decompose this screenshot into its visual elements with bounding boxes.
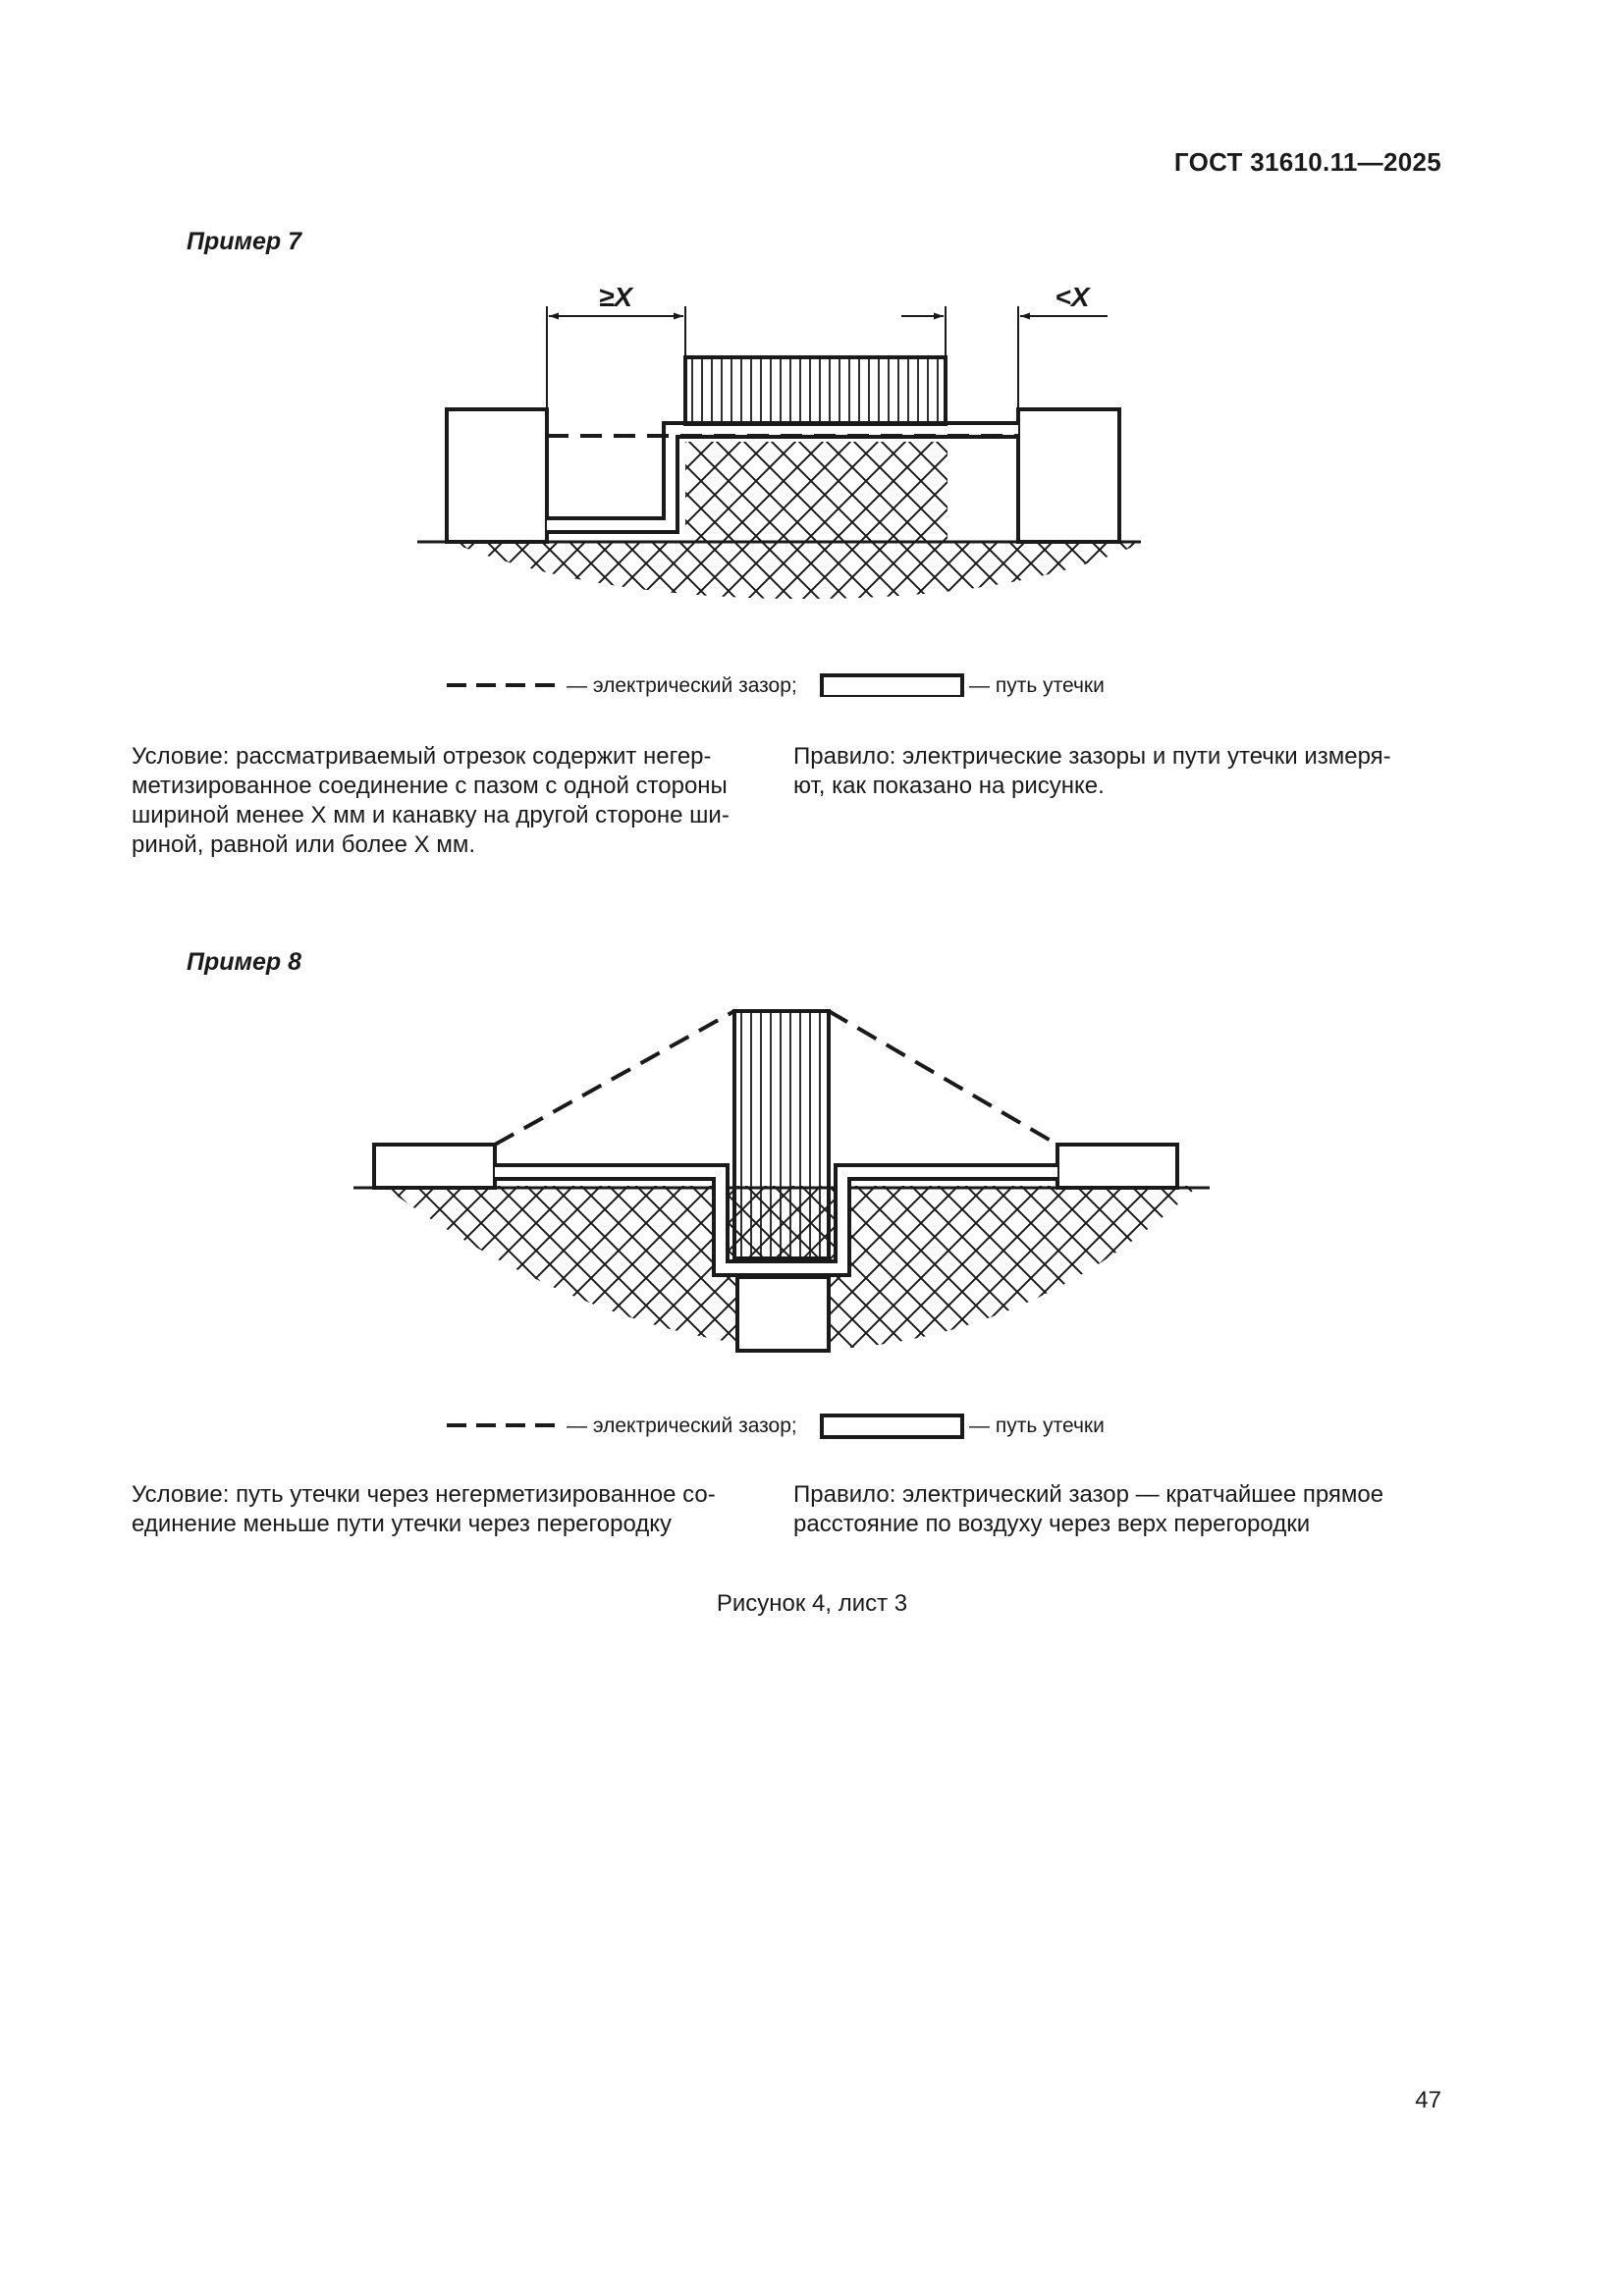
ex7-right-conductor xyxy=(1018,409,1119,542)
ex7-legend-clearance: — электрический зазор; xyxy=(567,674,797,697)
ex8-lower-slot xyxy=(737,1277,829,1351)
example-8-condition xyxy=(132,1480,762,1539)
ex8-right-conductor xyxy=(1057,1145,1177,1188)
document-header: ГОСТ 31610.11—2025 xyxy=(1173,147,1441,177)
condition-line: единение меньше пути утечки через перегородку xyxy=(132,1511,673,1537)
example-8-title: Пример 8 xyxy=(187,948,302,976)
condition-line: Условие: путь утечки через негерметизированное со- xyxy=(132,1481,716,1508)
rule-line: ют, как показано на рисунке. xyxy=(793,773,1105,799)
example-7-condition xyxy=(132,742,762,860)
rule-line: Правило: электрический зазор — кратчайшее прямое xyxy=(793,1481,1384,1508)
figure-caption: Рисунок 4, лист 3 xyxy=(716,1590,908,1617)
ex7-legend-creepage-box xyxy=(822,675,962,697)
example-7-rule xyxy=(793,742,1422,801)
ex8-legend-creepage-box xyxy=(822,1415,962,1437)
ex7-groove xyxy=(547,437,671,525)
condition-line: метизированное соединение с пазом с одной стороны xyxy=(132,773,728,799)
ex8-clearance-right xyxy=(829,1011,1057,1145)
condition-line: риной, равной или более X мм. xyxy=(132,831,475,858)
ex8-left-conductor xyxy=(374,1145,495,1188)
ex8-legend-clearance: — электрический зазор; xyxy=(567,1415,797,1437)
ex7-legend-creepage: — путь утечки xyxy=(969,674,1105,697)
ex8-legend-creepage: — путь утечки xyxy=(969,1415,1105,1437)
ex8-partition xyxy=(734,1011,829,1258)
ex7-dim-right-label: <X xyxy=(1055,282,1090,312)
condition-line: Условие: рассматриваемый отрезок содержит негер- xyxy=(132,743,712,770)
ex8-clearance-left xyxy=(495,1011,734,1145)
example-8-rule xyxy=(793,1480,1422,1539)
rule-line: расстояние по воздуху через верх перегородки xyxy=(793,1511,1311,1537)
rule-line: Правило: электрические зазоры и пути утечки измеря- xyxy=(793,743,1391,770)
example-7-title: Пример 7 xyxy=(187,228,302,255)
example-7-figure xyxy=(0,265,1624,697)
condition-line: шириной менее X мм и канавку на другой стороне ши- xyxy=(132,802,730,828)
page-number: 47 xyxy=(1415,2087,1441,2113)
ex7-insulator-block xyxy=(685,357,946,424)
example-8-figure xyxy=(0,987,1624,1448)
ex7-left-conductor xyxy=(447,409,547,542)
ex7-dim-left-label: ≥X xyxy=(598,282,633,312)
